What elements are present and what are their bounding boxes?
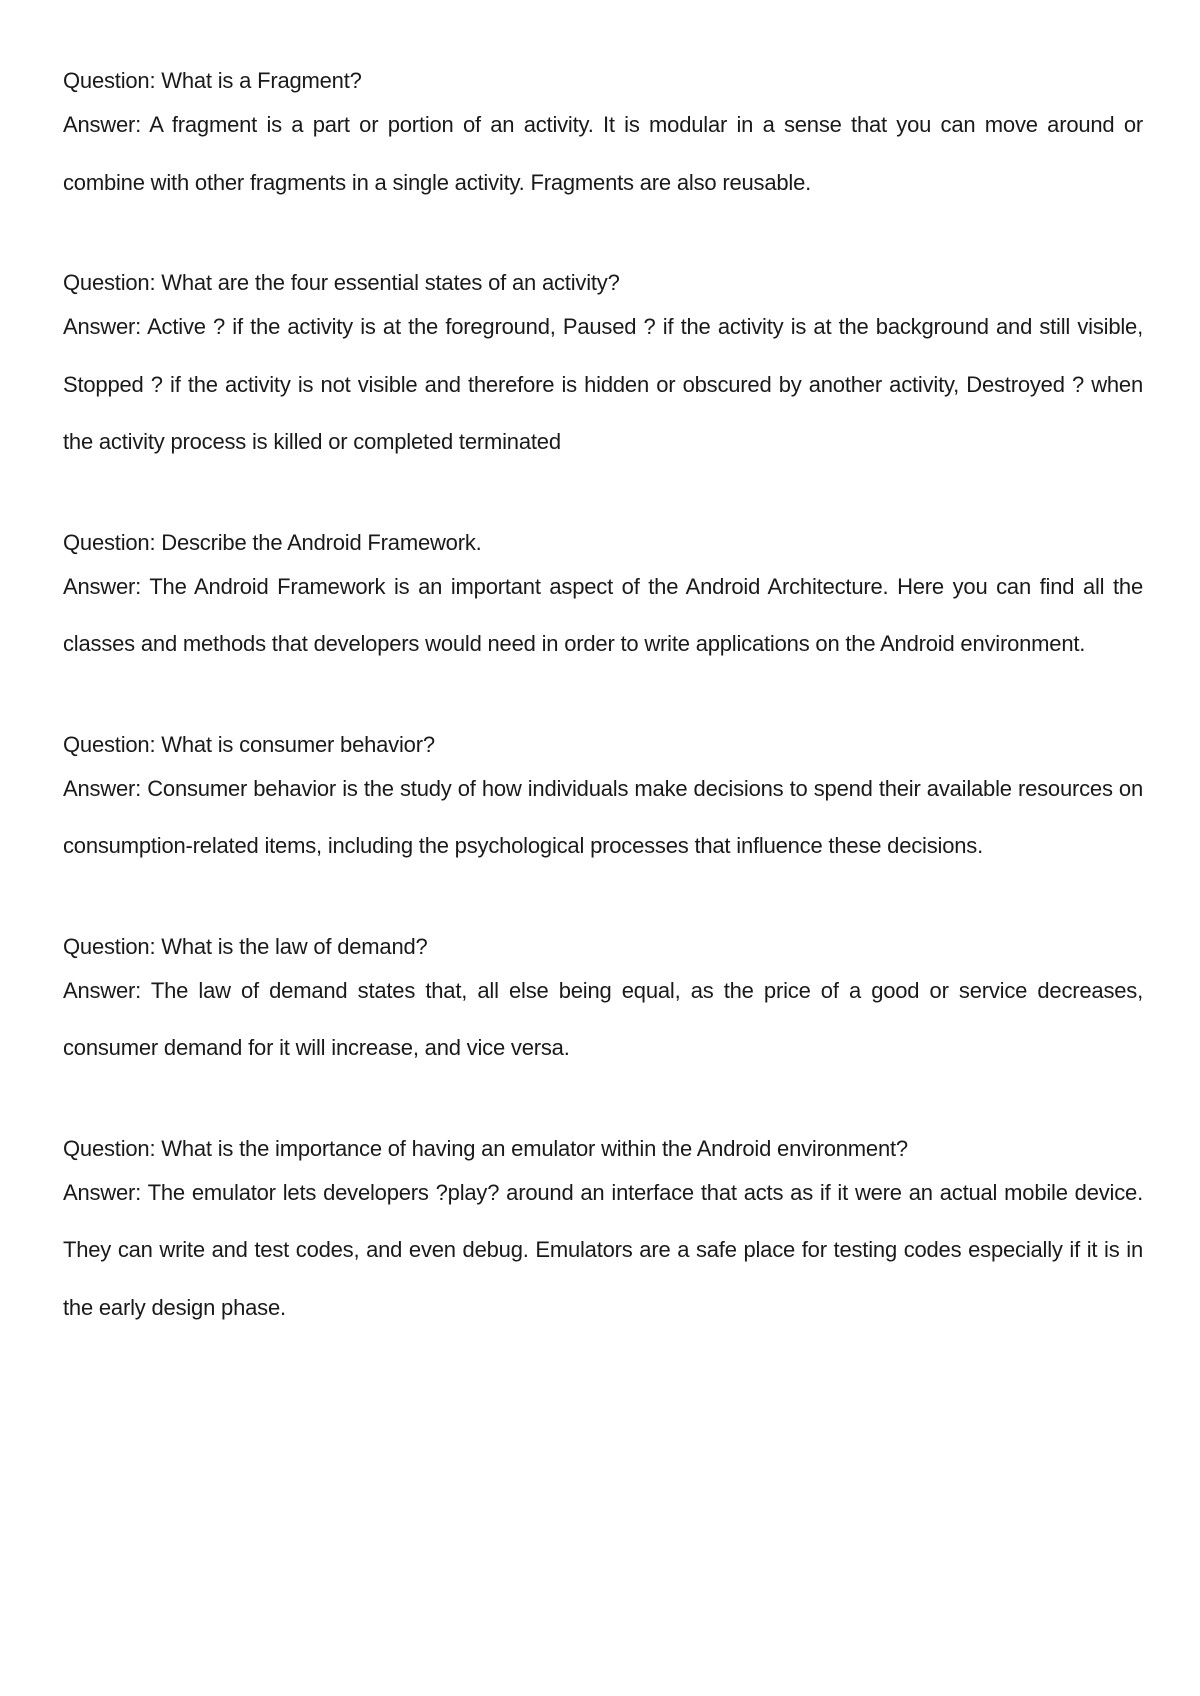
- answer-text: Answer: A fragment is a part or portion of an activity. It is modular in a sense that you can move around or combine with other fragments in a single activity. Fragments are also reusable.: [63, 112, 1143, 195]
- answer-text: Answer: Consumer behavior is the study of how individuals make decisions to spend their available resources on consumption-related items, including the psychological processes that influence these decisions.: [63, 775, 1143, 858]
- qa-item: [63, 1134, 1143, 1337]
- question-text: Question: What are the four essential states of an activity?: [63, 270, 620, 295]
- qa-item: [63, 528, 1143, 673]
- qa-item: [63, 268, 1143, 471]
- answer-text: Answer: The Android Framework is an important aspect of the Android Architecture. Here you can find all the classes and methods that developers would need in order to write applications on the Android environment.: [63, 573, 1143, 656]
- question-text: Question: What is the law of demand?: [63, 933, 428, 959]
- question-text: Question: What is consumer behavior?: [63, 731, 435, 757]
- qa-list: [63, 66, 1143, 1393]
- qa-item: [63, 66, 1143, 211]
- question-text: Question: Describe the Android Framework.: [63, 529, 482, 555]
- qa-item: [63, 730, 1143, 875]
- question-text: Question: What is a Fragment?: [63, 68, 362, 93]
- answer-text: Answer: Active ? if the activity is at the foreground, Paused ? if the activity is at the background and still visible, Stopped ? if the activity is not visible and therefore is hidden or obscured by another activity, Destroyed ? when the activity process is killed or completed terminated: [63, 314, 1143, 454]
- question-text: Question: What is the importance of having an emulator within the Android environment?: [63, 1135, 908, 1161]
- qa-item: [63, 932, 1143, 1077]
- answer-text: Answer: The emulator lets developers ?play? around an interface that acts as if it were an actual mobile device. They can write and test codes, and even debug. Emulators are a safe place for testing codes especially if it is in the early design phase.: [63, 1179, 1143, 1320]
- answer-text: Answer: The law of demand states that, all else being equal, as the price of a good or service decreases, consumer demand for it will increase, and vice versa.: [63, 977, 1143, 1060]
